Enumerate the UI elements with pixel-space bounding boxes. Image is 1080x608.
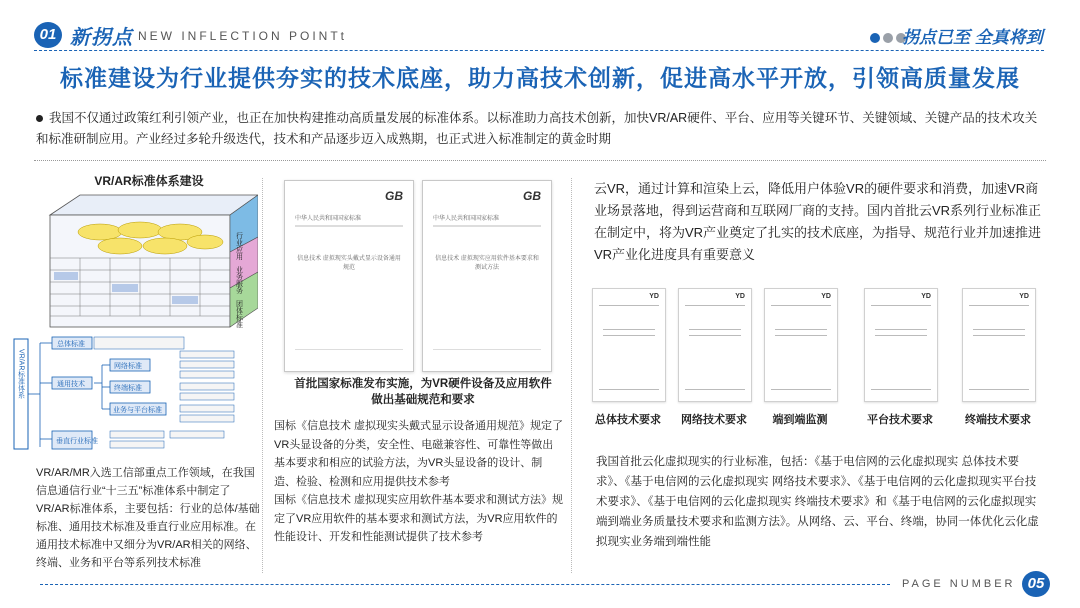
dot-icon	[870, 33, 880, 43]
page-title: 标准建设为行业提供夯实的技术底座，助力高技术创新，促进高水平开放，引领高质量发展	[60, 65, 1020, 91]
standard-tree-diagram	[10, 335, 258, 460]
tree-node-label: 垂直行业标准	[56, 438, 98, 445]
doc-header: 中华人民共和国国家标准	[295, 216, 362, 222]
section-divider	[34, 160, 1046, 161]
cube-top-face	[50, 195, 258, 215]
header-slogan: 拐点已至 全真将到	[902, 28, 1043, 47]
cube-ellipse	[98, 238, 142, 254]
doc-title: 信息技术 虚拟现实应用软件基本要求和测试方法	[435, 256, 539, 271]
section-subtitle-en: NEW INFLECTION POINTt	[138, 29, 348, 43]
yd-label: 平台技术要求	[867, 414, 933, 426]
right-top-text: 云VR，通过计算和渲染上云，降低用户体验VR的硬件要求和消费，加速VR商业场景落地，得到运营商和互联网厂商的支持。国内首批云VR系列行业标准正在制定中，将为VR产业奠定了扎实的技术底座，为指导、规范行业并加速推进VR产业化进度具有重要意义	[594, 181, 1042, 262]
gb-document-2	[422, 180, 552, 372]
cube-ellipse	[143, 238, 187, 254]
cube-side-label: 业务服务	[235, 266, 243, 294]
cube-ellipse	[118, 222, 162, 238]
standard-system-cube-diagram	[40, 190, 258, 330]
diagram-title: VR/AR标准体系建设	[94, 174, 204, 188]
tree-node-detail	[94, 337, 184, 349]
yd-document-5	[962, 288, 1036, 402]
yd-logo: YD	[735, 293, 745, 300]
left-panel-text: VR/AR/MR入选工信部重点工作领域，在我国信息通信行业“十三五”标准体系中制定了VR/AR标准体系，主要包括：行业的总体/基础标准、通用技术标准及垂直行业应用标准。在通用技术标准中又细分为VR/AR相关的网络、终端、业务和平台等系列技术标准	[36, 467, 260, 569]
yd-label: 端到端监测	[772, 414, 828, 426]
section-title: 新拐点	[70, 27, 133, 49]
doc-title: 信息技术 虚拟现实头戴式显示设备通用规范	[297, 256, 401, 271]
mid-caption: 首批国家标准发布实施，为VR硬件设备及应用软件做出基础规范和要求	[294, 378, 552, 406]
section-number-badge: 01	[34, 22, 62, 48]
tree-root-label: VR/AR标准体系	[17, 349, 25, 399]
page-number-badge: 05	[1022, 571, 1050, 597]
intro-paragraph	[36, 108, 1046, 150]
dot-icon	[883, 33, 893, 43]
tree-node-label: 总体标准	[57, 341, 85, 348]
tree-node-label: 业务与平台标准	[113, 407, 162, 414]
footer-divider	[40, 584, 890, 585]
doc-header: 中华人民共和国国家标准	[433, 216, 500, 222]
cube-cell	[112, 284, 138, 292]
cube-ellipse	[187, 235, 223, 249]
yd-label: 网络技术要求	[681, 414, 747, 426]
yd-document-3	[764, 288, 838, 402]
cube-side-label: 行业应用	[235, 232, 243, 260]
yd-label: 终端技术要求	[965, 414, 1031, 426]
yd-label: 总体技术要求	[595, 414, 661, 426]
gb-document-1	[284, 180, 414, 372]
gb-logo: GB	[385, 189, 403, 203]
cube-cell	[54, 272, 78, 280]
bullet-icon	[36, 115, 43, 122]
mid-panel-text: 国标《信息技术 虚拟现实头戴式显示设备通用规范》规定了VR头显设备的分类，安全性、电磁兼容性、可靠性等做出基本要求和相应的试验方法，为VR头显设备的设计、制造、检验、检测和应用提供技术参考 国标《信息技术 虚拟现实应用软件基本要求和测试方法》规定了VR应用软件的基本要求和测试方法，为VR应用软件的性能设计、开发和性能测试提供了技术参考	[274, 420, 564, 543]
yd-logo: YD	[821, 293, 831, 300]
intro-text: 我国不仅通过政策红利引领产业，也正在加快构建推动高质量发展的标准体系。以标准助力高技术创新，加快VR/AR硬件、平台、应用等关键环节、关键领域、关键产品的技术攻关和标准研制应用。产业经过多轮升级迭代，技术和产品逐步迈入成熟期，也正式进入标准制定的黄金时期	[36, 111, 1038, 146]
cube-side-label: 团体标准	[235, 300, 243, 328]
cube-ellipse	[78, 224, 122, 240]
gb-logo: GB	[523, 189, 541, 203]
cube-cell	[172, 296, 198, 304]
yd-document-1	[592, 288, 666, 402]
yd-logo: YD	[1019, 293, 1029, 300]
yd-logo: YD	[649, 293, 659, 300]
right-bottom-text: 我国首批云化虚拟现实的行业标准，包括：《基于电信网的云化虚拟现实 总体技术要求》、《基于电信网的云化虚拟现实 网络技术要求》、《基于电信网的云化虚拟现实平台技术要求》、《基于电信网的云化虚拟现实 终端技术要求》和《基于电信网的云化虚拟现实 端到端业务质量技术要求和监测方法》。从网络、云、平台、终端，协同一体优化云化虚拟现实业务端到端性能	[596, 456, 1039, 548]
yd-document-4	[864, 288, 938, 402]
tree-node-label: 网络标准	[114, 363, 142, 370]
tree-node-label: 通用技术	[57, 381, 85, 388]
header-divider	[34, 50, 1044, 51]
yd-document-2	[678, 288, 752, 402]
tree-node-label: 终端标准	[114, 385, 142, 392]
yd-logo: YD	[921, 293, 931, 300]
page-number-label: PAGE NUMBER	[902, 578, 1016, 590]
